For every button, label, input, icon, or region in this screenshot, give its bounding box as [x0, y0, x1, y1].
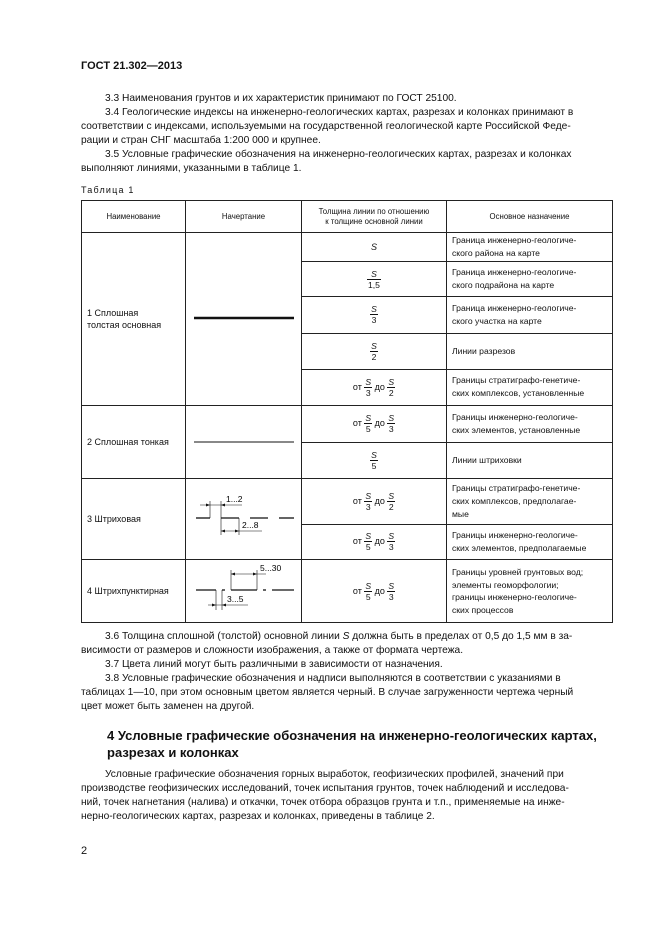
thickness-value: от $\frac{S}{5}$ до $\frac{S}{3}$ — [302, 560, 447, 623]
solid-thick-line-drawing — [186, 233, 302, 406]
section-4-paragraph: Условные графические обозначения горных выработок, геофизических профилей, значений при производстве геофизических исследований, точек испытания грунтов, точек наблюдений и исследова- ний, точек нагнетания (налива) и откачки, точек отбора образцов грунта и т.п., применяемые на инже- нерно-геологических картах, разрезах и колонках, приведены в таблице 2. — [81, 769, 569, 822]
dash-gap-dimension: 1...2 — [226, 494, 243, 504]
solid-thin-line-drawing — [186, 406, 302, 479]
table-row — [82, 406, 613, 443]
gap-dimension: 3...5 — [227, 594, 244, 604]
thickness-value: $\frac{S}{5}$ — [302, 442, 447, 479]
table-header-row — [82, 201, 613, 233]
table-row — [82, 479, 613, 525]
document-code: ГОСТ 21.302—2013 — [81, 60, 183, 72]
paragraph-3-5: 3.5 Условные графические обозначения на инженерно-геологических картах, разрезах и колонках выполняют линиями, указанными в таблице 1. — [81, 149, 572, 174]
purpose-cell: Границы инженерно-геологиче- ских элементов, предполагаемые — [447, 524, 613, 559]
table-row — [82, 233, 613, 262]
purpose-cell: Линии разрезов — [447, 333, 613, 369]
header-name: Наименование — [82, 201, 186, 233]
table-row — [82, 560, 613, 623]
paragraph-3-7: 3.7 Цвета линий могут быть различными в зависимости от назначения. — [105, 659, 443, 670]
thickness-value: $\frac{S}{2}$ — [302, 333, 447, 369]
paragraph-3-3: 3.3 Наименования грунтов и их характеристик принимают по ГОСТ 25100. — [105, 93, 457, 104]
thickness-value: от $\frac{S}{3}$ до $\frac{S}{2}$ — [302, 369, 447, 405]
header-drawing: Начертание — [186, 201, 302, 233]
purpose-cell: Границы стратиграфо-генетиче- ских комплексов, установленные — [447, 369, 613, 405]
thickness-value: S — [302, 233, 447, 262]
purpose-cell: Границы инженерно-геологиче- ских элементов, установленные — [447, 406, 613, 443]
dash-dot-line-drawing — [186, 560, 302, 623]
header-purpose: Основное назначение — [447, 201, 613, 233]
line-type-name: 1 Сплошная толстая основная — [82, 233, 186, 406]
section-4-heading: 4 Условные графические обозначения на инженерно-геологических картах, разрезах и колонках — [107, 728, 597, 760]
thickness-value: $\frac{S}{3}$ — [302, 297, 447, 333]
thickness-value: от $\frac{S}{5}$ до $\frac{S}{3}$ — [302, 524, 447, 559]
purpose-cell: Граница инженерно-геологиче- ского подрайона на карте — [447, 262, 613, 297]
page-number: 2 — [81, 845, 88, 857]
paragraph-3-6: 3.6 Толщина сплошной (толстой) основной линии S должна быть в пределах от 0,5 до 1,5 мм в за- висимости от размеров и сложности изображения, а также от формата чертежа. — [81, 631, 573, 656]
paragraph-3-4: 3.4 Геологические индексы на инженерно-геологических картах, разрезах и колонках принимают в соответствии с индексами, используемыми на государственной геологической карте Российской Феде- рации и стран СНГ масштаба 1:200 000 и крупнее. — [81, 107, 574, 146]
line-type-name: 4 Штрихпунктирная — [82, 560, 186, 623]
line-types-table — [81, 200, 613, 623]
line-type-name: 3 Штриховая — [82, 479, 186, 560]
table-caption: Таблица 1 — [81, 185, 135, 195]
thickness-value: от $\frac{S}{5}$ до $\frac{S}{3}$ — [302, 406, 447, 443]
dash-length-dimension: 2...8 — [242, 520, 259, 530]
purpose-cell: Линии штриховки — [447, 442, 613, 479]
purpose-cell: Границы уровней грунтовых вод; элементы геоморфологии; границы инженерно-геологиче- ских процессов — [447, 560, 613, 623]
header-thickness: Толщина линии по отношению к толщине основной линии — [302, 201, 447, 233]
purpose-cell: Граница инженерно-геологиче- ского участка на карте — [447, 297, 613, 333]
paragraph-3-8: 3.8 Условные графические обозначения и надписи выполняются в соответствии с указаниями в таблицах 1—10, при этом основным цветом является черный. В случае загруженности чертежа черный цвет может быть заменен на другой. — [81, 673, 574, 712]
purpose-cell: Границы стратиграфо-генетиче- ских комплексов, предполагае- мые — [447, 479, 613, 525]
line-type-name: 2 Сплошная тонкая — [82, 406, 186, 479]
purpose-cell: Граница инженерно-геологиче- ского района на карте — [447, 233, 613, 262]
dash-length-dimension: 5...30 — [260, 563, 282, 573]
dashed-line-drawing — [186, 479, 302, 560]
thickness-value: $\frac{S}{1,5}$ — [302, 262, 447, 297]
thickness-value: от $\frac{S}{3}$ до $\frac{S}{2}$ — [302, 479, 447, 525]
